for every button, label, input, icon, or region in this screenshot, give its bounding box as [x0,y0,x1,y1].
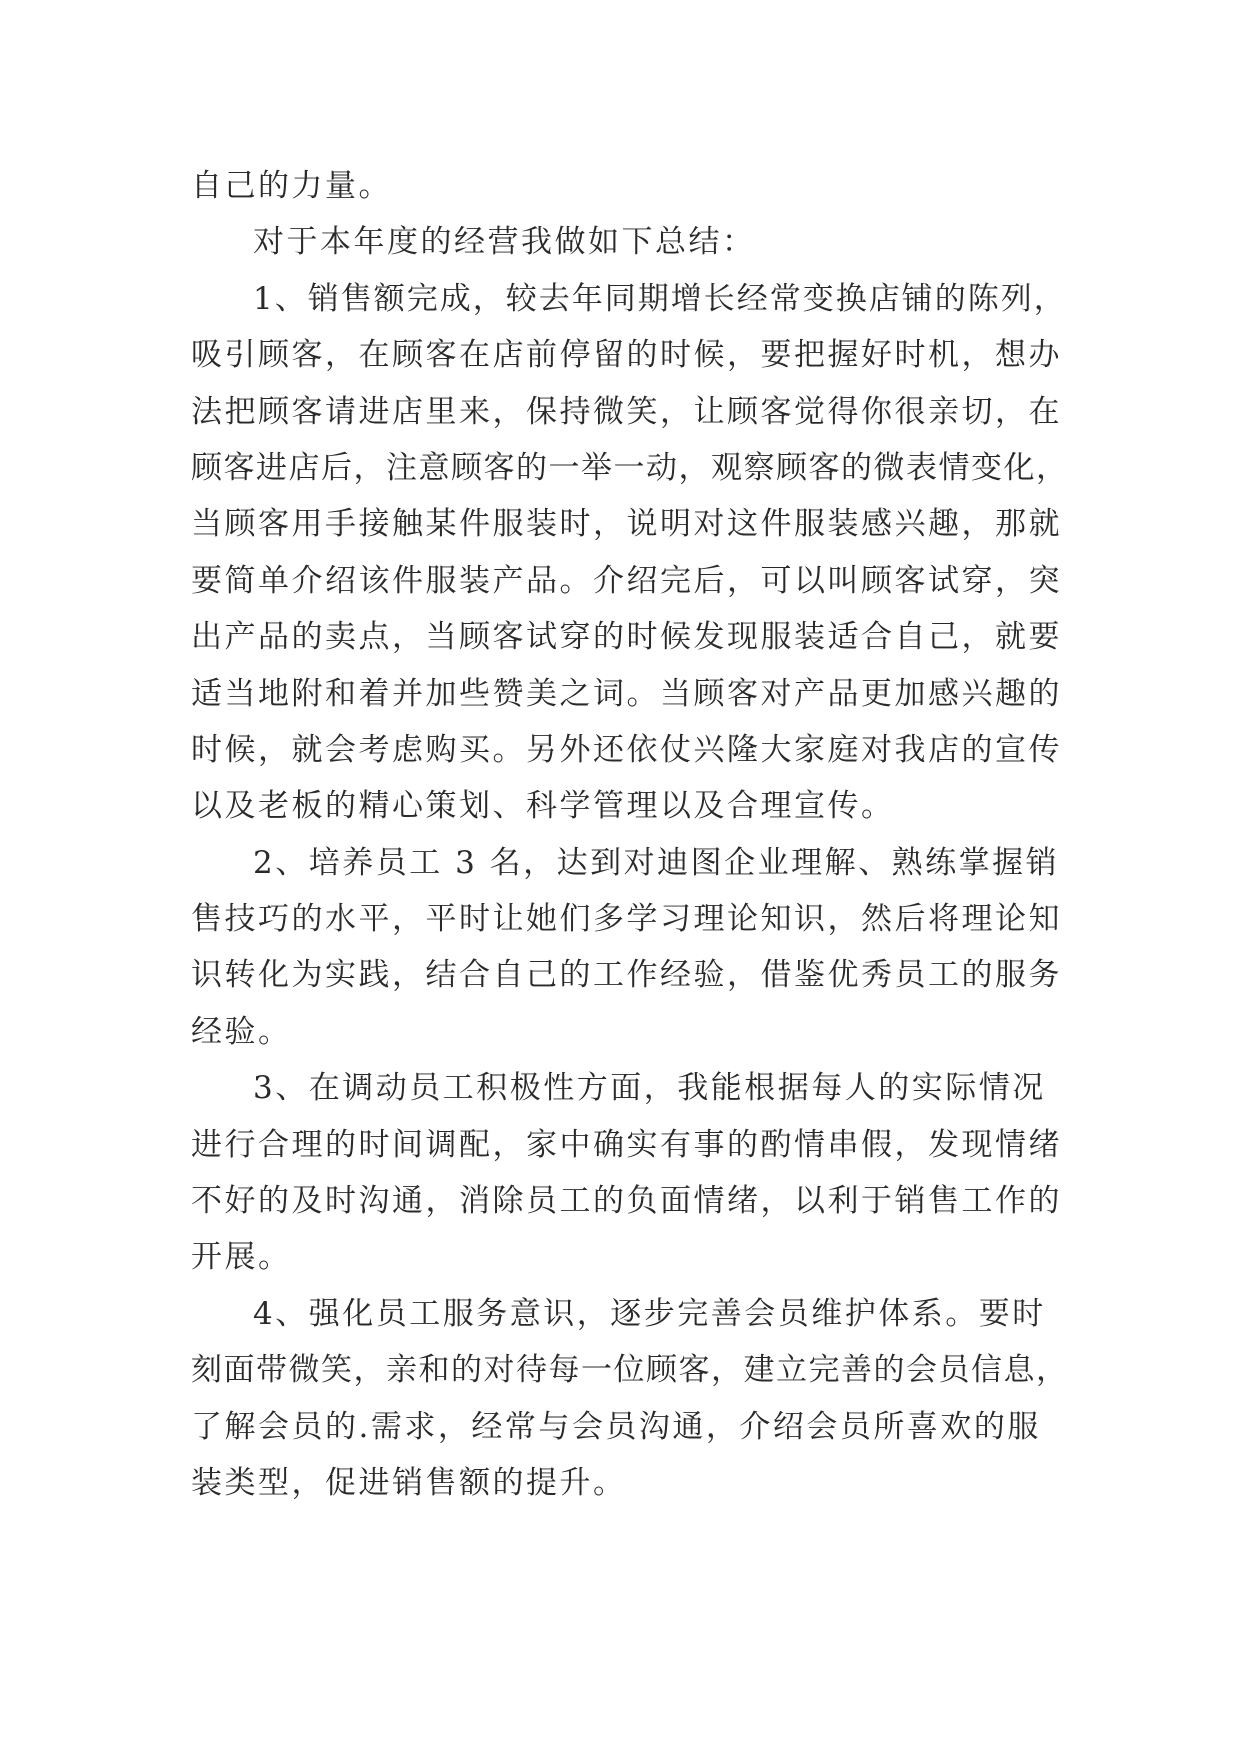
text-line: 4、强化员工服务意识，逐步完善会员维护体系。要时 [253,1295,1046,1332]
text-line: 当顾客用手接触某件服装时，说明对这件服装感兴趣，那就 [191,506,1062,543]
document-body [191,158,1071,1511]
text-line: 1、销售额完成，较去年同期增长经常变换店铺的陈列， [253,280,1067,317]
text-line: 开展。 [191,1239,292,1276]
text-line: 要简单介绍该件服装产品。介绍完后，可以叫顾客试穿，突 [191,562,1062,599]
text-line: 不好的及时沟通，消除员工的负面情绪，以利于销售工作的 [191,1183,1062,1220]
text-line: 经验。 [191,1013,292,1050]
text-line: 时候，就会考虑购买。另外还依仗兴隆大家庭对我店的宣传 [191,731,1062,768]
text-line: 顾客进店后，注意顾客的一举一动，观察顾客的微表情变化， [191,449,1069,486]
text-line: 吸引顾客，在顾客在店前停留的时候，要把握好时机，想办 [191,337,1062,374]
text-line: 出产品的卖点，当顾客试穿的时候发现服装适合自己，就要 [191,619,1062,656]
text-line: 以及老板的精心策划、科学管理以及合理宣传。 [191,788,895,825]
text-line: 法把顾客请进店里来，保持微笑，让顾客觉得你很亲切，在 [191,393,1062,430]
text-line: 2、培养员工 3 名，达到对迪图企业理解、熟练掌握销 [253,844,1060,881]
text-line: 对于本年度的经营我做如下总结： [253,224,756,261]
text-line: 自己的力量。 [191,168,392,204]
text-line: 识转化为实践，结合自己的工作经验，借鉴优秀员工的服务 [191,957,1062,994]
text-line: 进行合理的时间调配，家中确实有事的酌情串假，发现情绪 [191,1126,1062,1163]
text-line: 刻面带微笑，亲和的对待每一位顾客，建立完善的会员信息， [191,1352,1069,1389]
text-line: 适当地附和着并加些赞美之词。当顾客对产品更加感兴趣的 [191,675,1062,712]
text-line: 装类型，促进销售额的提升。 [191,1464,627,1501]
text-line: 3、在调动员工积极性方面，我能根据每人的实际情况 [253,1070,1046,1107]
text-line: 售技巧的水平，平时让她们多学习理论知识，然后将理论知 [191,901,1062,938]
text-line: 了解会员的.需求，经常与会员沟通，介绍会员所喜欢的服 [191,1408,1041,1445]
